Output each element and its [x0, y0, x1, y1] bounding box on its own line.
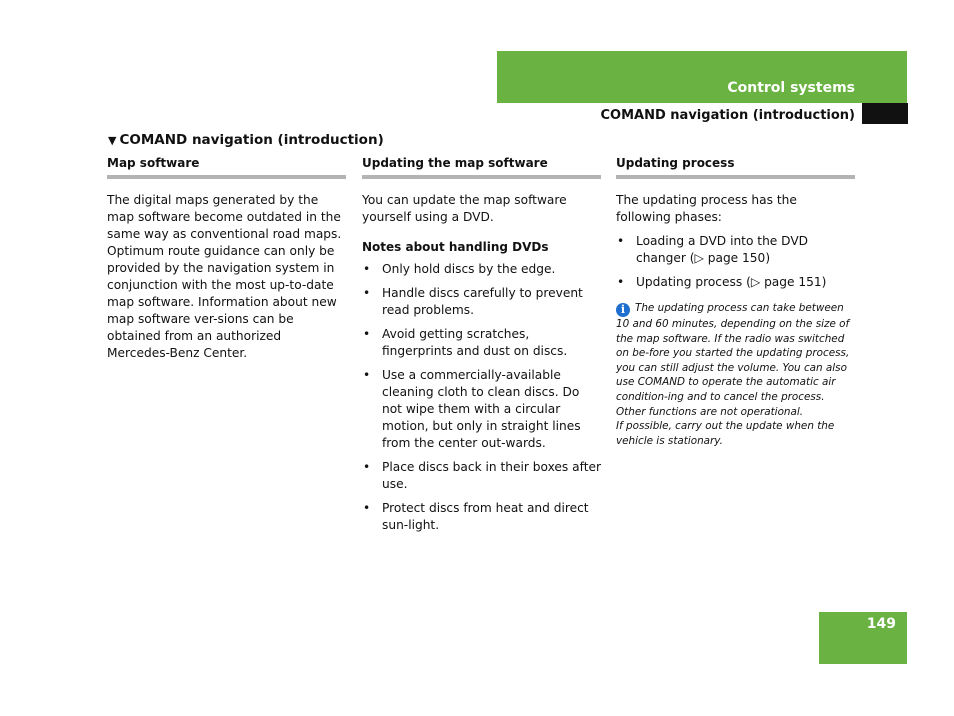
list-item: • Only hold discs by the edge. [363, 262, 556, 276]
triangle-down-icon: ▼ [108, 134, 117, 147]
subsection-title: COMAND navigation (introduction) [600, 108, 855, 123]
section-title: Control systems [727, 80, 855, 96]
list-item: • Use a commercially-available cleaning cloth to clean discs. Do not wipe them with a circular motion, but only in straight lines from the center out-wards. [363, 368, 581, 450]
bullet-icon: • [363, 368, 371, 382]
column-updating-map-software [362, 156, 601, 541]
bullet-list [616, 233, 855, 291]
bullet-icon: • [617, 275, 625, 289]
info-note [616, 301, 855, 448]
bullet-icon: • [363, 501, 371, 515]
bullet-icon: • [363, 262, 371, 276]
subheading: Notes about handling DVDs [362, 240, 549, 254]
list-item: • Updating process (▷ page 151) [617, 275, 827, 289]
bullet-icon: • [617, 234, 625, 248]
section-tab-marker [862, 103, 908, 124]
page-heading-text: COMAND navigation (introduction) [119, 132, 384, 148]
column-updating-process [616, 156, 855, 448]
body-paragraph: The digital maps generated by the map software become outdated in the same way as conventional road maps. Optimum route guidance can only be provided by the navigation system in conjunction with the most up-to-date map software. Information about new map software ver-sions can be obtained from an authorized Mercedes-Benz Center. [107, 193, 342, 360]
page-number: 149 [866, 616, 896, 632]
bullet-icon: • [363, 460, 371, 474]
bullet-icon: • [363, 327, 371, 341]
list-item: • Avoid getting scratches, fingerprints and dust on discs. [363, 327, 568, 358]
bullet-icon: • [363, 286, 371, 300]
body-paragraph: You can update the map software yourself using a DVD. [362, 193, 567, 224]
column-heading: Updating the map software [362, 156, 601, 179]
info-note-text: The updating process can take between 10 and 60 minutes, depending on the size of the map software. If the radio was switched on be-fore you started the updating process, you can still adjust the volume. You can also use COMAND to operate the automatic air condition-ing and to cancel the process. Other functions are not operational. [616, 302, 850, 418]
body-paragraph: The updating process has the following phases: [616, 193, 797, 224]
list-item: • Loading a DVD into the DVD changer (▷ page 150) [617, 234, 809, 265]
info-note-text: If possible, carry out the update when the vehicle is stationary. [616, 420, 835, 447]
column-heading: Map software [107, 156, 346, 179]
bullet-list [362, 261, 601, 534]
list-item: • Handle discs carefully to prevent read problems. [363, 286, 583, 317]
list-item: • Place discs back in their boxes after use. [363, 460, 601, 491]
page-number-box [819, 612, 907, 664]
page-heading [108, 132, 384, 148]
info-icon: i [616, 303, 630, 317]
column-heading: Updating process [616, 156, 855, 179]
column-map-software [107, 156, 346, 362]
list-item: • Protect discs from heat and direct sun-light. [363, 501, 589, 532]
